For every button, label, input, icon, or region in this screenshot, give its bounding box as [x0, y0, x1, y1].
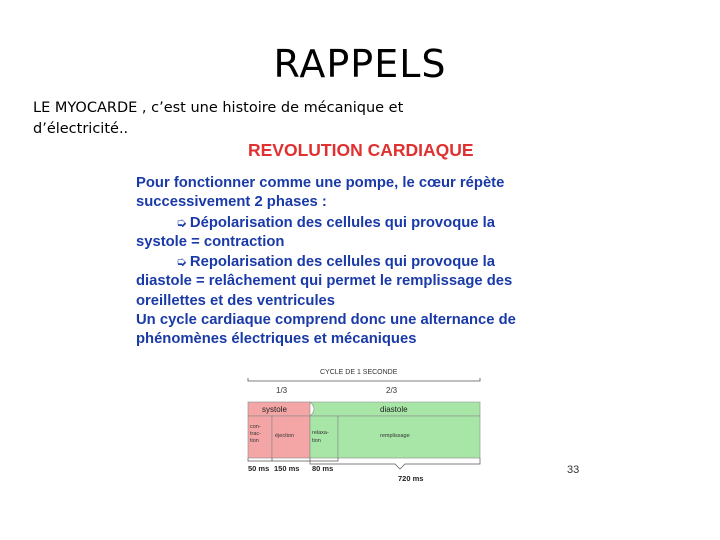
body-line: Dépolarisation des cellules qui provoque la — [189, 214, 495, 231]
body-bullet — [136, 252, 576, 272]
duration-total: 720 ms — [398, 474, 424, 483]
systole-label: systole — [262, 405, 287, 414]
total-bracket — [310, 458, 480, 469]
phase-relaxation — [310, 416, 338, 458]
cardiac-cycle-diagram — [240, 364, 490, 486]
phase-label-contraction-2: trac- — [250, 431, 261, 437]
cycle-label: CYCLE DE 1 SECONDE — [320, 369, 398, 376]
body-line: Pour fonctionner comme une pompe, le cœur répète — [136, 175, 505, 191]
body-line: phénomènes électriques et mécaniques — [136, 331, 417, 348]
body-line: oreillettes et des ventricules — [136, 292, 336, 309]
cycle-bracket — [248, 378, 480, 381]
phase-label-relaxation-1: relaxa- — [312, 430, 329, 436]
arrow-icon: ➭ — [176, 214, 187, 230]
body-line: successivement 2 phases : — [136, 194, 327, 211]
phase-label-filling: remplissage — [380, 433, 410, 439]
body-bullet — [136, 213, 576, 233]
phase-label-contraction-3: tion — [250, 438, 259, 444]
phase-contraction — [248, 416, 272, 458]
body-line: Repolarisation des cellules qui provoque la — [189, 254, 495, 271]
diastole-fraction: 2/3 — [386, 386, 398, 395]
slide-subtitle: LE MYOCARDE , c’est une histoire de mécanique et d’électricité.. — [33, 100, 404, 137]
panel-title: REVOLUTION CARDIAQUE — [248, 140, 474, 160]
duration-relaxation: 80 ms — [312, 464, 334, 473]
duration-brackets — [248, 458, 338, 461]
arrow-icon: ➭ — [176, 254, 187, 270]
duration-contraction: 50 ms — [248, 464, 270, 473]
page-number: 33 — [567, 464, 580, 476]
phase-label-ejection: éjection — [275, 433, 294, 439]
slide-title: RAPPELS — [273, 42, 447, 86]
phase-label-contraction-1: con- — [250, 424, 261, 430]
diastole-label: diastole — [380, 405, 408, 414]
body-line: diastole = relâchement qui permet le remplissage des — [136, 273, 513, 290]
phase-label-relaxation-2: tion — [312, 438, 321, 444]
panel-body — [136, 174, 576, 350]
duration-ejection: 150 ms — [274, 464, 300, 473]
systole-fraction: 1/3 — [276, 386, 288, 395]
body-line: systole = contraction — [136, 233, 285, 250]
body-line: Un cycle cardiaque comprend donc une alternance de — [136, 312, 516, 329]
